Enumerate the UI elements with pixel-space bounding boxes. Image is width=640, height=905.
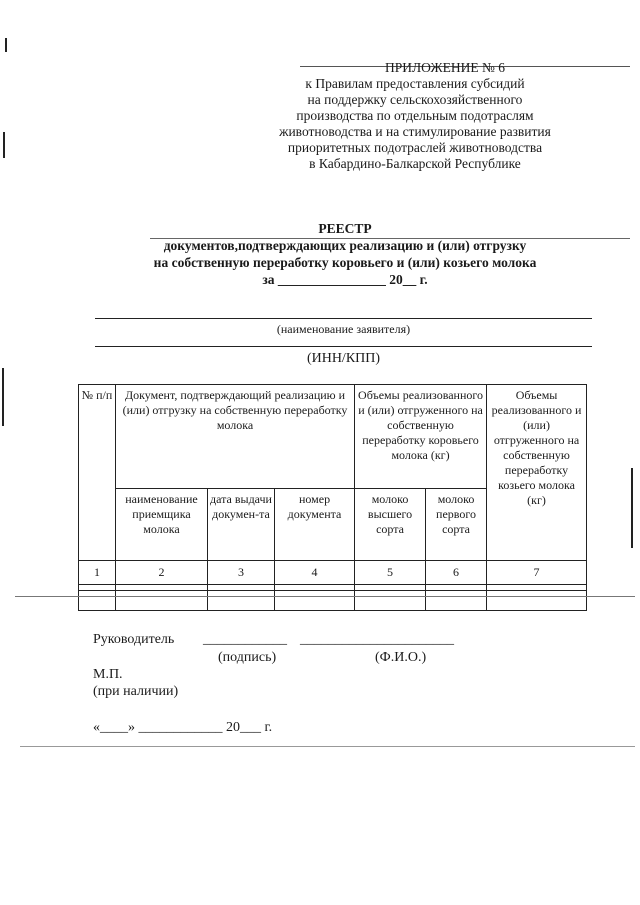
table-cell	[426, 591, 487, 611]
scan-mark	[2, 368, 4, 426]
registry-period: за ________________ 20__ г.	[262, 272, 428, 287]
head-label: Руководитель	[93, 632, 175, 647]
registry-line: документов,подтверждающих реализацию и (или) отгрузку	[163, 238, 527, 253]
registry-title	[110, 220, 580, 288]
appendix-line: к Правилам предоставления субсидий	[305, 76, 525, 91]
scan-rule	[15, 596, 635, 597]
table-header-row	[79, 385, 587, 489]
table-cell	[275, 591, 355, 611]
appendix-line: приоритетных подотраслей животноводства	[287, 140, 543, 155]
scan-mark	[5, 38, 7, 52]
header-cell-cow-volume: Объемы реализованного и (или) отгруженного на собственную переработку коровьего молока (кг)	[355, 385, 487, 489]
table-number-row	[79, 561, 587, 585]
subheader-cell-first-grade: молоко первого сорта	[426, 489, 487, 561]
registry-line: на собственную переработку коровьего и (или) козьего молока	[153, 255, 537, 270]
table-cell	[355, 591, 426, 611]
title-rule	[150, 238, 630, 239]
appendix-block	[255, 60, 575, 172]
scan-mark	[3, 132, 5, 158]
header-cell-num: № п/п	[79, 385, 116, 561]
applicant-name-caption: (наименование заявителя)	[276, 322, 411, 336]
table-row	[79, 591, 587, 611]
appendix-line: на поддержку сельскохозяйственного	[307, 92, 523, 107]
subheader-cell-docnum: номер документа	[275, 489, 355, 561]
number-cell: 3	[208, 561, 275, 585]
registry-heading: РЕЕСТР	[318, 221, 372, 236]
applicant-name-line	[95, 318, 592, 319]
date-line: «____» ____________ 20___ г.	[93, 720, 273, 735]
appendix-line: производства по отдельным подотраслям	[296, 108, 534, 123]
signature-line: ____________	[203, 632, 287, 647]
appendix-line: животноводства и на стимулирование развития	[279, 124, 551, 139]
applicant-inn-line	[95, 346, 592, 347]
number-cell: 1	[79, 561, 116, 585]
header-cell-document: Документ, подтверждающий реализацию и (или) отгрузку на собственную переработку молока	[116, 385, 355, 489]
table-cell	[487, 591, 587, 611]
number-cell: 4	[275, 561, 355, 585]
signature-caption: (подпись)	[218, 650, 277, 665]
table-cell	[79, 591, 116, 611]
subheader-cell-date: дата выдачи докумен-та	[208, 489, 275, 561]
scan-rule	[20, 746, 635, 747]
number-cell: 6	[426, 561, 487, 585]
stamp-note: (при наличии)	[93, 684, 179, 699]
table-cell	[116, 591, 208, 611]
number-cell: 7	[487, 561, 587, 585]
fio-line: ______________________	[300, 632, 454, 647]
applicant-inn-caption: (ИНН/КПП)	[306, 351, 381, 366]
number-cell: 2	[116, 561, 208, 585]
header-cell-goat-volume: Объемы реализованного и (или) отгруженного на собственную переработку козьего молока (кг)	[487, 385, 587, 561]
subheader-cell-premium: молоко высшего сорта	[355, 489, 426, 561]
stamp-label: М.П.	[93, 667, 123, 682]
appendix-line: в Кабардино-Балкарской Республике	[309, 156, 521, 171]
appendix-title: ПРИЛОЖЕНИЕ № 6	[384, 60, 506, 75]
subheader-cell-recipient: наименование приемщика молока	[116, 489, 208, 561]
registry-table	[78, 384, 587, 611]
fio-caption: (Ф.И.О.)	[375, 650, 427, 665]
scan-mark	[631, 468, 633, 548]
number-cell: 5	[355, 561, 426, 585]
table-cell	[208, 591, 275, 611]
